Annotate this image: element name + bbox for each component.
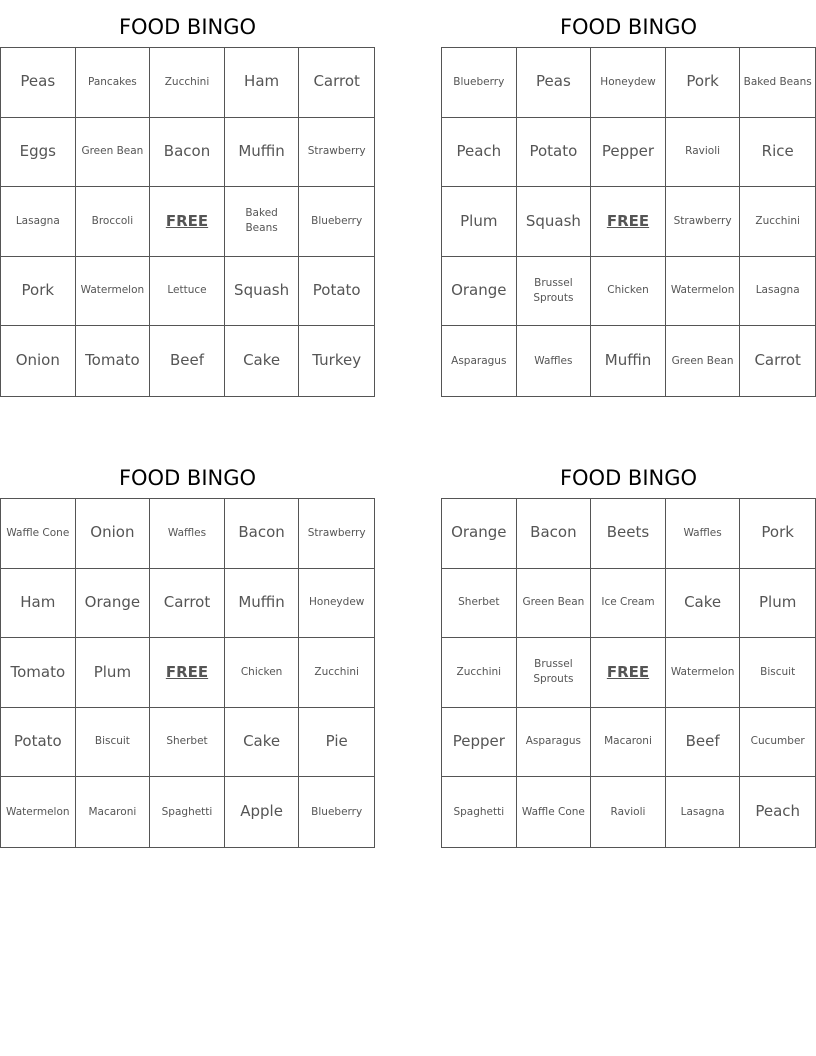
bingo-cell: Carrot [299, 48, 374, 118]
bingo-cell: Peas [1, 48, 76, 118]
bingo-cell: Onion [1, 326, 76, 396]
bingo-cell: Spaghetti [150, 777, 225, 847]
bingo-cell: Peach [442, 118, 517, 188]
bingo-cell: Watermelon [666, 638, 741, 708]
bingo-cell: Sherbet [150, 708, 225, 778]
free-space: FREE [591, 187, 666, 257]
bingo-cell: Bacon [150, 118, 225, 188]
bingo-cell: Honeydew [591, 48, 666, 118]
bingo-cell: Ravioli [666, 118, 741, 188]
bingo-cell: Waffle Cone [1, 499, 76, 569]
bingo-cell: Potato [299, 257, 374, 327]
bingo-cell: Broccoli [76, 187, 151, 257]
bingo-cell: Lasagna [1, 187, 76, 257]
bingo-cell: Onion [76, 499, 151, 569]
bingo-cell: Biscuit [740, 638, 815, 708]
bingo-cell: Green Bean [517, 569, 592, 639]
bingo-cell: Orange [442, 499, 517, 569]
bingo-cell: Orange [76, 569, 151, 639]
bingo-cell: Asparagus [517, 708, 592, 778]
bingo-cell: Carrot [754, 351, 801, 370]
bingo-cell: Orange [442, 257, 517, 327]
bingo-cell: Zucchini [150, 48, 225, 118]
bingo-cell: Pork [740, 499, 815, 569]
bingo-cell: Cake [225, 708, 300, 778]
bingo-cell: Biscuit [76, 708, 151, 778]
bingo-cell: Apple [225, 777, 300, 847]
bingo-cell: Asparagus [442, 326, 517, 396]
bingo-cell: Watermelon [76, 257, 151, 327]
card-title: FOOD BINGO [118, 15, 257, 39]
bingo-cell: Baked Beans [740, 48, 815, 118]
bingo-cell: Green Bean [666, 326, 741, 396]
bingo-grid [0, 47, 375, 397]
bingo-cell: Waffles [517, 326, 592, 396]
bingo-cell: Plum [740, 569, 815, 639]
bingo-cell: Ham [1, 569, 76, 639]
bingo-cell: Blueberry [299, 187, 374, 257]
card-title: FOOD BINGO [559, 466, 698, 490]
bingo-cell: Tomato [1, 638, 76, 708]
bingo-cell: Peas [517, 48, 592, 118]
bingo-grid [441, 47, 816, 397]
bingo-cell: Blueberry [442, 48, 517, 118]
bingo-cell: Muffin [591, 326, 666, 396]
bingo-cell: Ravioli [591, 777, 666, 847]
bingo-cell: Tomato [76, 326, 151, 396]
bingo-cell: Turkey [312, 351, 362, 370]
bingo-cell: Carrot [150, 569, 225, 639]
bingo-cell: Rice [740, 118, 815, 188]
bingo-grid [441, 498, 816, 848]
bingo-cell: Cucumber [740, 708, 815, 778]
card-title: FOOD BINGO [118, 466, 257, 490]
bingo-cell: Pepper [442, 708, 517, 778]
bingo-cell: Macaroni [591, 708, 666, 778]
bingo-cell: Honeydew [299, 569, 374, 639]
bingo-cell: Watermelon [1, 777, 76, 847]
bingo-cell: Lasagna [666, 777, 741, 847]
bingo-cell: Chicken [225, 638, 300, 708]
bingo-cell: Peach [755, 802, 801, 821]
card-title: FOOD BINGO [559, 15, 698, 39]
bingo-cell: Beef [666, 708, 741, 778]
bingo-cell: Spaghetti [442, 777, 517, 847]
free-space: FREE [150, 187, 225, 257]
bingo-cell: Squash [225, 257, 300, 327]
bingo-cell: Eggs [1, 118, 76, 188]
bingo-cell: Watermelon [666, 257, 741, 327]
bingo-cell: Strawberry [666, 187, 741, 257]
bingo-cell: Potato [517, 118, 592, 188]
bingo-cell: Beef [150, 326, 225, 396]
bingo-cell: Ice Cream [591, 569, 666, 639]
bingo-cell: Brussel Sprouts [517, 638, 592, 708]
bingo-cell: Squash [517, 187, 592, 257]
bingo-cell: Ham [225, 48, 300, 118]
bingo-cell: Zucchini [740, 187, 815, 257]
bingo-cell: Brussel Sprouts [517, 257, 592, 327]
bingo-cell: Pancakes [76, 48, 151, 118]
bingo-cell: Pork [1, 257, 76, 327]
free-space: FREE [591, 638, 666, 708]
bingo-cell: Cake [225, 326, 300, 396]
bingo-cell: Strawberry [299, 499, 374, 569]
bingo-cell: Bacon [225, 499, 300, 569]
bingo-cell: Blueberry [311, 805, 363, 818]
bingo-cell: Strawberry [299, 118, 374, 188]
bingo-cell: Lettuce [150, 257, 225, 327]
bingo-cell: Potato [1, 708, 76, 778]
bingo-cell: Baked Beans [225, 187, 300, 257]
bingo-cell: Muffin [225, 569, 300, 639]
bingo-cell: Sherbet [442, 569, 517, 639]
bingo-cell: Waffles [666, 499, 741, 569]
bingo-cell: Cake [666, 569, 741, 639]
bingo-cell: Muffin [225, 118, 300, 188]
bingo-cell: Plum [442, 187, 517, 257]
bingo-cell: Pepper [591, 118, 666, 188]
bingo-cell: Plum [76, 638, 151, 708]
bingo-cell: Waffles [150, 499, 225, 569]
bingo-cell: Beets [591, 499, 666, 569]
bingo-cell: Waffle Cone [517, 777, 592, 847]
bingo-cell: Pie [299, 708, 374, 778]
free-space: FREE [150, 638, 225, 708]
bingo-cell: Zucchini [442, 638, 517, 708]
bingo-cell: Chicken [591, 257, 666, 327]
bingo-cell: Macaroni [76, 777, 151, 847]
bingo-cell: Lasagna [740, 257, 815, 327]
bingo-cell: Green Bean [76, 118, 151, 188]
bingo-grid [0, 498, 375, 848]
bingo-cell: Bacon [517, 499, 592, 569]
bingo-cell: Pork [666, 48, 741, 118]
bingo-cell: Zucchini [299, 638, 374, 708]
